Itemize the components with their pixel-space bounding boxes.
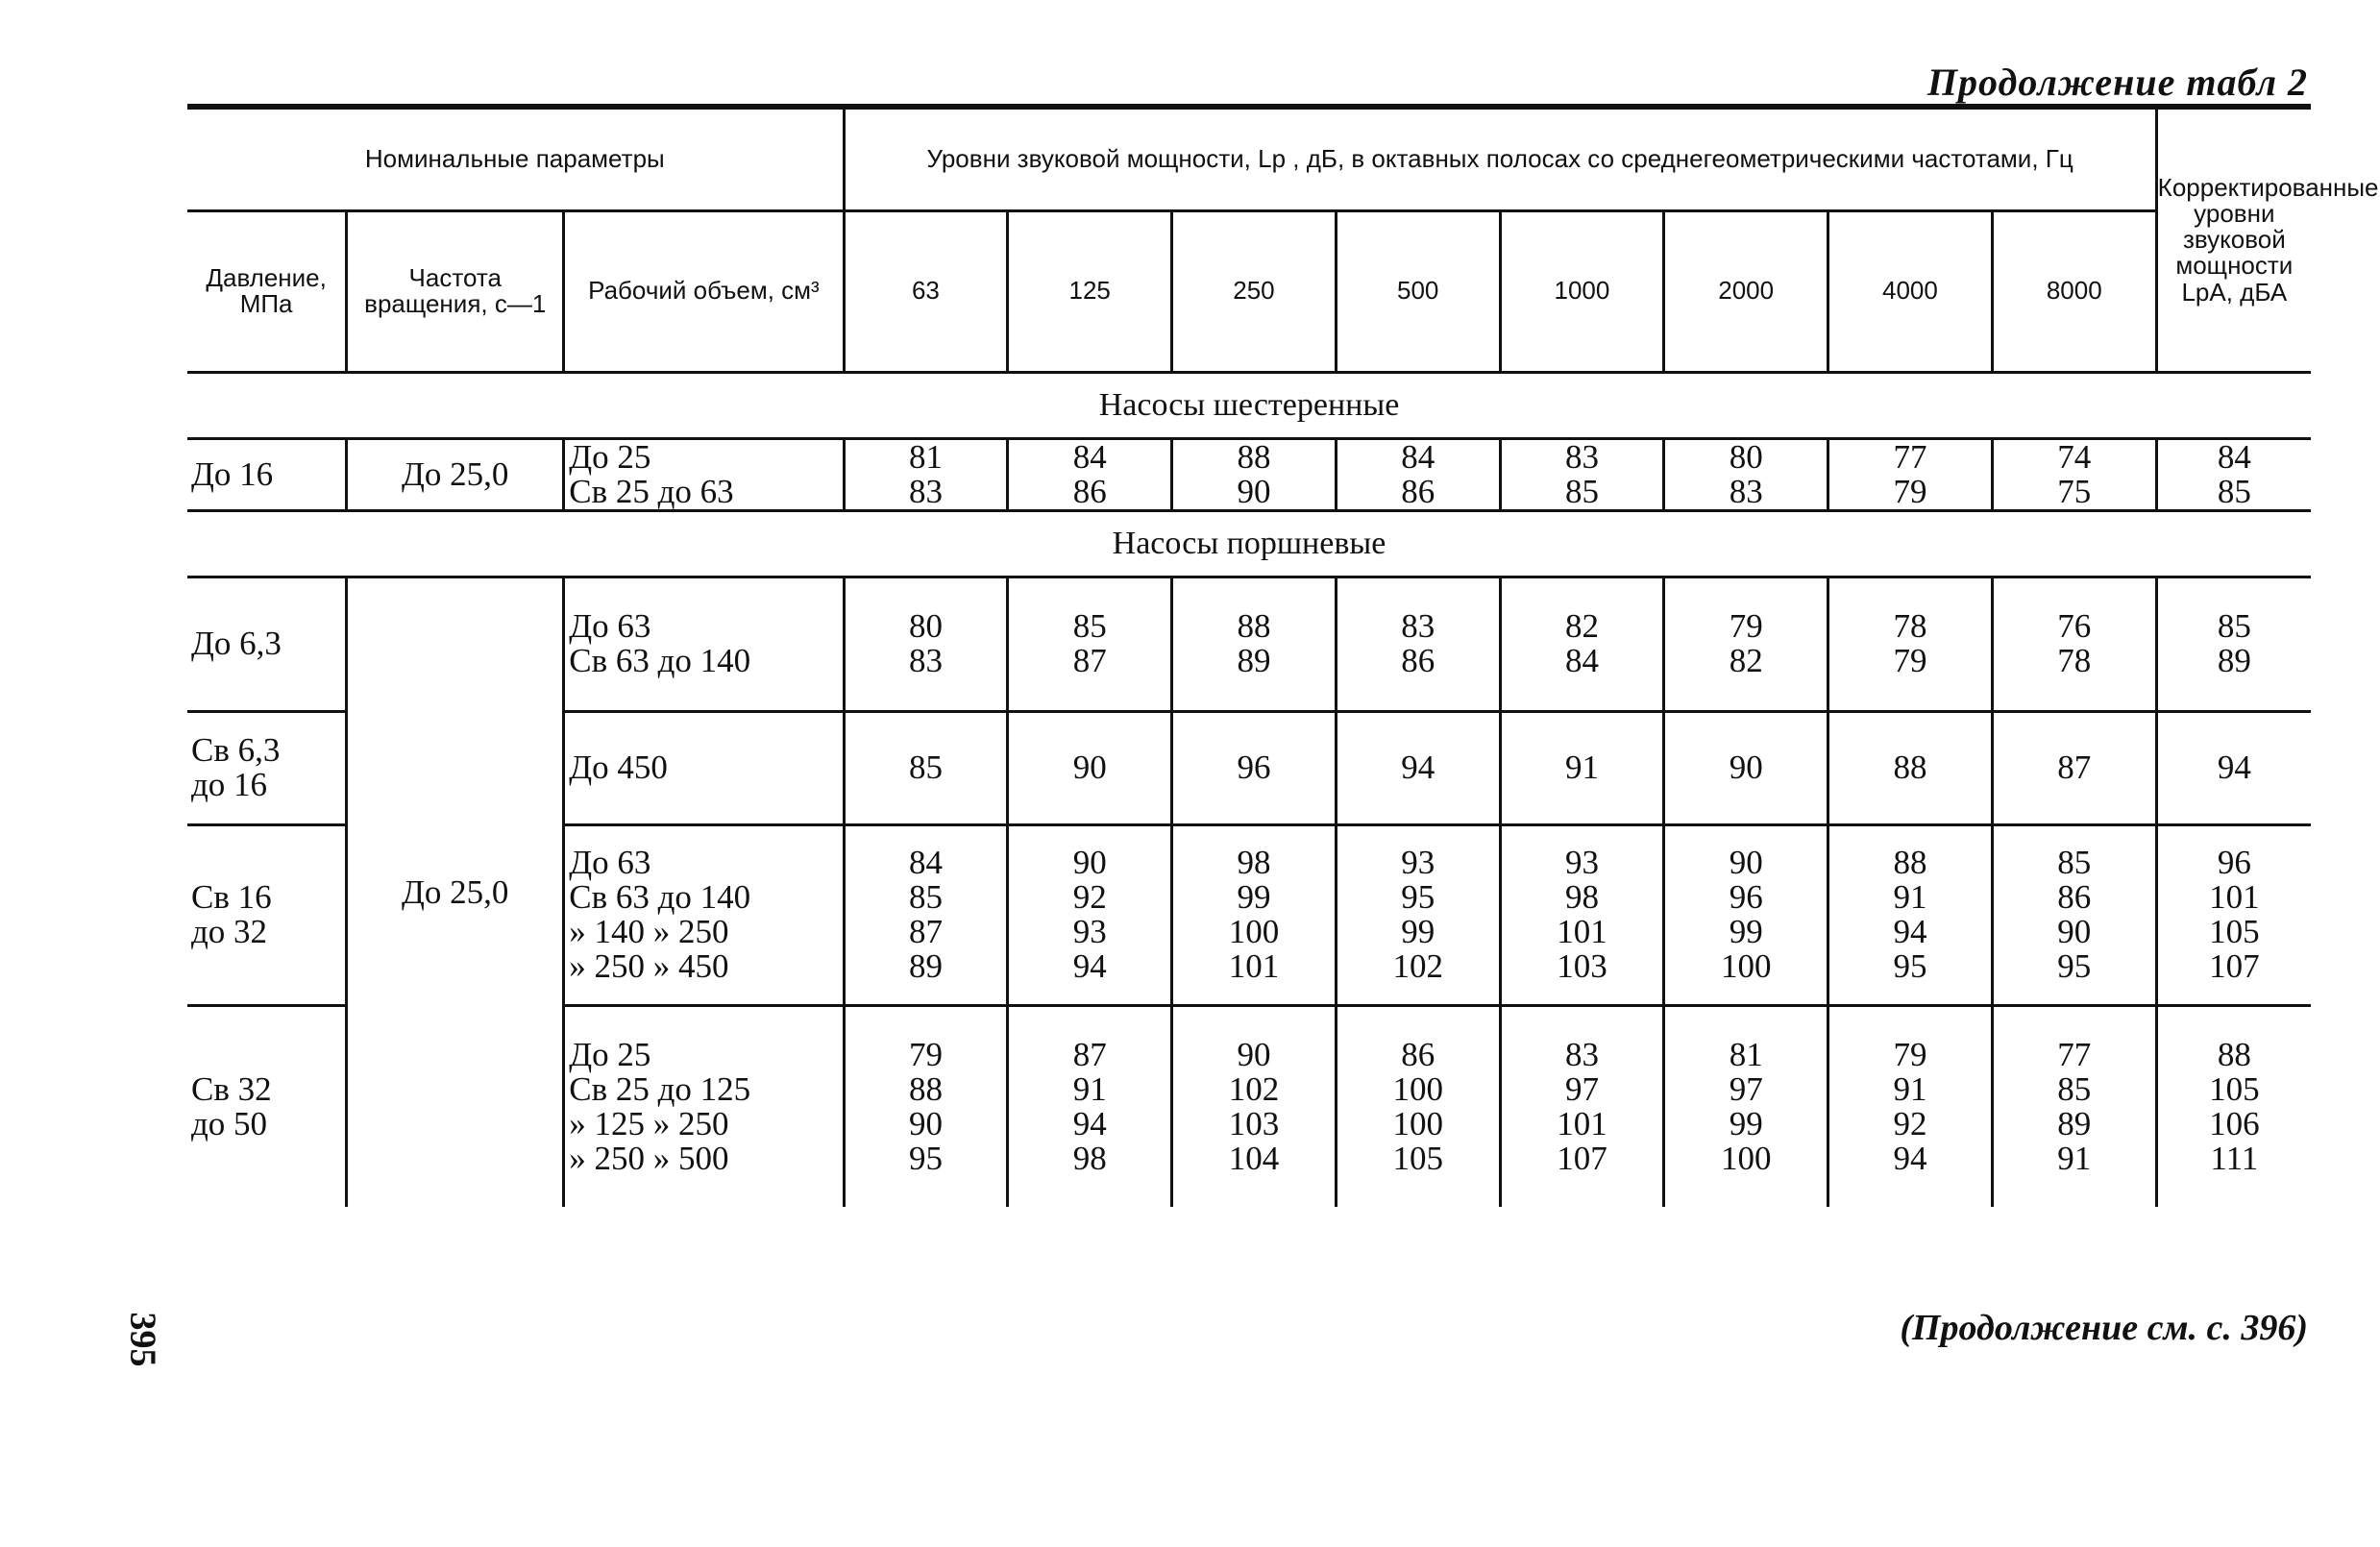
level-cell: 88 — [1828, 711, 1993, 824]
corrected-cell: 85 89 — [2156, 577, 2311, 711]
level-cell: 85 86 90 95 — [1992, 824, 2156, 1005]
level-cell: 82 84 — [1500, 577, 1664, 711]
level-cell: 77 85 89 91 — [1992, 1005, 2156, 1207]
freq-header: 500 — [1336, 210, 1500, 372]
level-cell: 79 82 — [1664, 577, 1828, 711]
level-cell: 84 85 87 89 — [844, 824, 1008, 1005]
level-cell: 96 — [1172, 711, 1337, 824]
level-cell: 77 79 — [1828, 438, 1993, 510]
rotation-cell: До 25,0 — [347, 577, 564, 1207]
level-cell: 87 — [1992, 711, 2156, 824]
pressure-cell: До 6,3 — [187, 577, 347, 711]
level-cell: 87 91 94 98 — [1008, 1005, 1172, 1207]
level-cell: 80 83 — [1664, 438, 1828, 510]
level-cell: 88 89 — [1172, 577, 1337, 711]
table-row — [187, 577, 2311, 711]
level-cell: 93 98 101 103 — [1500, 824, 1664, 1005]
level-cell: 90 92 93 94 — [1008, 824, 1172, 1005]
volume-cell: До 25 Св 25 до 63 — [564, 438, 844, 510]
freq-header: 250 — [1172, 210, 1337, 372]
level-cell: 88 91 94 95 — [1828, 824, 1993, 1005]
corrected-cell: 88 105 106 111 — [2156, 1005, 2311, 1207]
level-cell: 79 88 90 95 — [844, 1005, 1008, 1207]
level-cell: 93 95 99 102 — [1336, 824, 1500, 1005]
rotation-header: Частота вращения, с—1 — [347, 210, 564, 372]
noise-levels-table — [187, 104, 2379, 1207]
level-cell: 85 — [844, 711, 1008, 824]
level-cell: 81 83 — [844, 438, 1008, 510]
freq-header: 8000 — [1992, 210, 2156, 372]
section-title: Насосы поршневые — [187, 510, 2311, 577]
pressure-cell: До 16 — [187, 438, 347, 510]
section-title: Насосы шестеренные — [187, 372, 2311, 438]
corrected-cell: 84 85 — [2156, 438, 2311, 510]
level-cell: 83 85 — [1500, 438, 1664, 510]
level-cell: 83 86 — [1336, 577, 1500, 711]
freq-header: 125 — [1008, 210, 1172, 372]
level-cell: 90 96 99 100 — [1664, 824, 1828, 1005]
sound-power-header: Уровни звуковой мощности, Lp , дБ, в октавных полосах со среднегеометрическими частотами, Гц — [844, 107, 2156, 210]
level-cell: 78 79 — [1828, 577, 1993, 711]
level-cell: 90 102 103 104 — [1172, 1005, 1337, 1207]
level-cell: 85 87 — [1008, 577, 1172, 711]
level-cell: 90 — [1008, 711, 1172, 824]
table-caption: Продолжение табл 2 — [1926, 61, 2308, 104]
volume-header: Рабочий объем, см³ — [564, 210, 844, 372]
level-cell: 84 86 — [1008, 438, 1172, 510]
level-cell: 90 — [1664, 711, 1828, 824]
level-cell: 84 86 — [1336, 438, 1500, 510]
level-cell: 80 83 — [844, 577, 1008, 711]
volume-cell: До 25 Св 25 до 125 » 125 » 250 » 250 » 500 — [564, 1005, 844, 1207]
freq-header: 4000 — [1828, 210, 1993, 372]
volume-cell: До 450 — [564, 711, 844, 824]
volume-cell: До 63 Св 63 до 140 — [564, 577, 844, 711]
level-cell: 98 99 100 101 — [1172, 824, 1337, 1005]
level-cell: 79 91 92 94 — [1828, 1005, 1993, 1207]
level-cell: 88 90 — [1172, 438, 1337, 510]
rotation-cell: До 25,0 — [347, 438, 564, 510]
level-cell: 91 — [1500, 711, 1664, 824]
level-cell: 74 75 — [1992, 438, 2156, 510]
volume-cell: До 63 Св 63 до 140 » 140 » 250 » 250 » 450 — [564, 824, 844, 1005]
level-cell: 86 100 100 105 — [1336, 1005, 1500, 1207]
level-cell: 76 78 — [1992, 577, 2156, 711]
freq-header: 2000 — [1664, 210, 1828, 372]
level-cell: 81 97 99 100 — [1664, 1005, 1828, 1207]
corrected-levels-header: Корректированные уровни звуковой мощности LpA, дБА — [2156, 107, 2311, 372]
corrected-cell: 96 101 105 107 — [2156, 824, 2311, 1005]
level-cell: 94 — [1336, 711, 1500, 824]
pressure-cell: Св 6,3 до 16 — [187, 711, 347, 824]
pressure-cell: Св 16 до 32 — [187, 824, 347, 1005]
freq-header: 1000 — [1500, 210, 1664, 372]
corrected-cell: 94 — [2156, 711, 2311, 824]
level-cell: 83 97 101 107 — [1500, 1005, 1664, 1207]
pressure-header: Давление, МПа — [187, 210, 347, 372]
pressure-cell: Св 32 до 50 — [191, 1069, 272, 1142]
table-row — [187, 438, 2311, 510]
nominal-params-header: Номинальные параметры — [187, 107, 844, 210]
page-number: 395 — [122, 1312, 163, 1367]
continuation-note: (Продолжение см. с. 396) — [1900, 1308, 2308, 1348]
freq-header: 63 — [844, 210, 1008, 372]
